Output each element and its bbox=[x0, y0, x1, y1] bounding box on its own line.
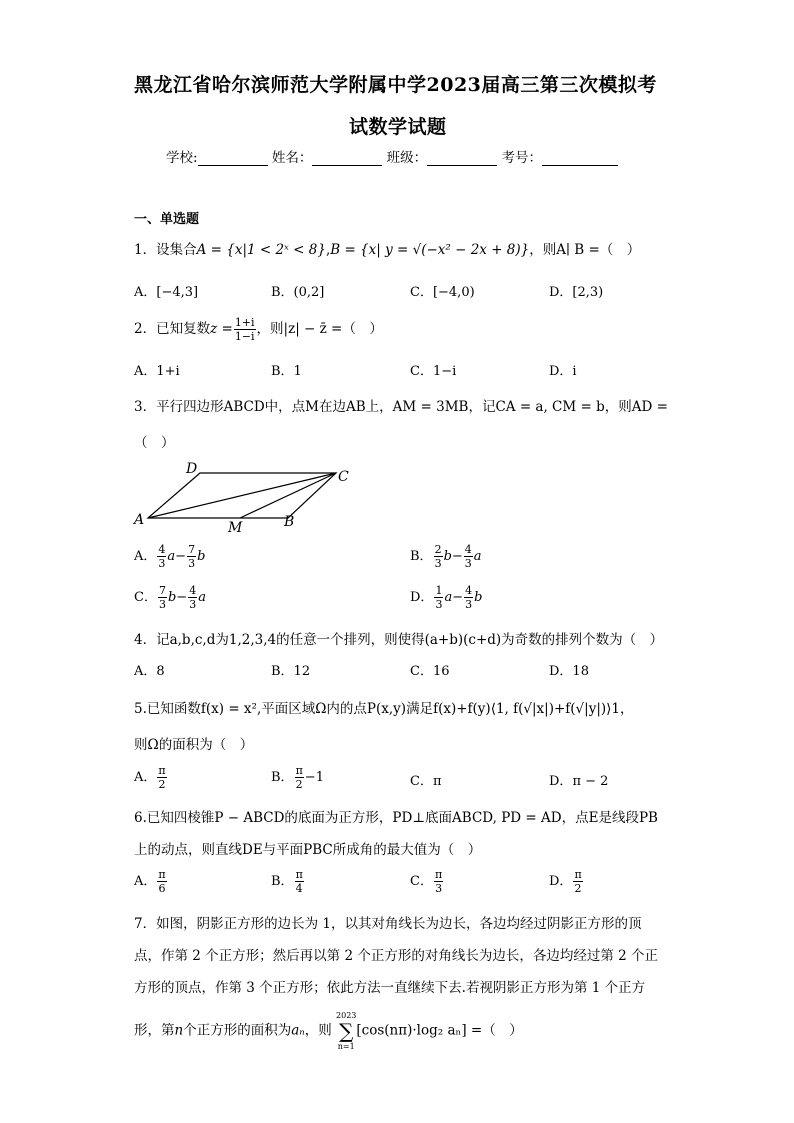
exam-title-line2: 试数学试题 bbox=[349, 116, 447, 138]
q1-option-a[interactable]: A．[−4,3] bbox=[134, 285, 199, 300]
student-info-row bbox=[166, 146, 618, 166]
question-5-line1: 5.已知函数f(x) = x²,平面区域Ω内的点P(x,y)满足f(x)+f(y)⟨1, f(√|x|)+f(√|y|)⟩1， bbox=[134, 701, 634, 717]
question-3-line1: 3．平行四边形ABCD中，点M在边AB上，AM = 3MB，记CA = a, CM = b，则AD = bbox=[134, 399, 668, 415]
q6-option-c[interactable]: C． $\frac{\pi}{3}$ bbox=[410, 868, 443, 895]
label-a: A bbox=[134, 512, 145, 528]
segment-mc bbox=[240, 473, 336, 518]
diagonal-ac bbox=[148, 473, 336, 518]
q6-option-a[interactable]: A． $\frac{\pi}{6}$ bbox=[134, 868, 166, 895]
name-label: 姓名： bbox=[271, 150, 313, 166]
class-label: 班级： bbox=[386, 150, 428, 166]
q1-option-b[interactable]: B．(0,2] bbox=[271, 285, 325, 300]
q5-option-d[interactable]: D．π − 2 bbox=[549, 774, 609, 789]
exam-number-label: 考号： bbox=[501, 150, 542, 166]
question-5-line2: 则Ω的面积为（ ） bbox=[134, 737, 254, 753]
question-7-line1: 7．如图，阴影正方形的边长为 1，以其对角线长为边长，各边均经过阴影正方形的顶 bbox=[134, 916, 642, 932]
q5-option-a[interactable]: A． $\frac{\pi}{2}$ bbox=[134, 764, 166, 791]
question-7-line3: 方形的顶点，作第 3 个正方形；依此方法一直继续下去.若视阴影正方形为第 1 个正方 bbox=[134, 980, 646, 996]
q1-suffix: ，则A∣ B =（ ） bbox=[529, 242, 641, 258]
label-d: D bbox=[186, 461, 198, 477]
name-blank[interactable] bbox=[312, 153, 382, 166]
q2-z: z = bbox=[210, 321, 233, 337]
question-1: 1．设集合A = {x|1 < 2ˣ < 8},B = {x| y = √(−x² − 2x + 8)}，则A∣ B =（ ） bbox=[134, 242, 641, 258]
q6-option-d[interactable]: D． $\frac{\pi}{2}$ bbox=[549, 868, 582, 895]
question-4: 4．记a,b,c,d为1,2,3,4的任意一个排列，则使得(a+b)(c+d)为奇数的排列个数为（ ） bbox=[134, 632, 664, 648]
q1-set-a: A = {x|1 < 2ˣ < 8} bbox=[196, 242, 326, 258]
label-c: C bbox=[338, 469, 349, 485]
exam-number-blank[interactable] bbox=[542, 153, 618, 166]
q2-option-a[interactable]: A．1+i bbox=[134, 364, 180, 379]
question-7-line2: 点，作第 2 个正方形；然后再以第 2 个正方形的对角线长为边长，各边均经过第 2 个正 bbox=[134, 948, 659, 964]
q1-set-b: B = {x| y = √(−x² − 2x + 8)} bbox=[330, 242, 530, 258]
school-label: 学校: bbox=[166, 150, 198, 166]
summation: 2023 ∑ n=1 bbox=[336, 1011, 357, 1051]
question-6-line1: 6.已知四棱锥P − ABCD的底面为正方形，PD⊥底面ABCD, PD = AD，点E是线段PB bbox=[134, 810, 658, 826]
school-blank[interactable] bbox=[198, 153, 268, 166]
label-b: B bbox=[284, 514, 295, 530]
section-heading: 一、单选题 bbox=[134, 212, 200, 227]
q1-option-d[interactable]: D．[2,3) bbox=[549, 285, 604, 300]
q1-prefix: 1．设集合 bbox=[134, 242, 197, 258]
q2-option-d[interactable]: D．i bbox=[549, 364, 577, 379]
q5-option-b[interactable]: B． $\frac{\pi}{2}$ −1 bbox=[271, 764, 324, 791]
exam-title-line1: 黑龙江省哈尔滨师范大学附属中学2023届高三第三次模拟考 bbox=[134, 74, 657, 96]
q3-option-d[interactable]: D． $\frac{1}{3}$ a− $\frac{4}{3}$ b bbox=[410, 584, 483, 611]
q2-prefix: 2．已知复数 bbox=[134, 321, 211, 337]
question-7-line4: 形，第n个正方形的面积为aₙ，则 2023 ∑ n=1 [cos(nπ)·log₂ aₙ] =（ ） bbox=[134, 1011, 523, 1051]
q1-option-c[interactable]: C．[−4,0) bbox=[410, 285, 475, 300]
parallelogram-figure bbox=[128, 458, 358, 538]
question-2 bbox=[134, 316, 383, 343]
q6-option-b[interactable]: B． $\frac{\pi}{4}$ bbox=[271, 868, 303, 895]
question-6-line2: 上的动点，则直线DE与平面PBC所成角的最大值为（ ） bbox=[134, 842, 482, 858]
question-3-line2: （ ） bbox=[134, 435, 175, 451]
q4-option-b[interactable]: B．12 bbox=[271, 664, 311, 679]
q4-option-a[interactable]: A．8 bbox=[134, 664, 165, 679]
q4-option-d[interactable]: D．18 bbox=[549, 664, 589, 679]
q2-suffix: ，则|z| − z̄ =（ ） bbox=[256, 321, 383, 337]
q3-option-a[interactable]: A． $\frac{4}{3}$ a− $\frac{7}{3}$ b bbox=[134, 543, 206, 570]
class-blank[interactable] bbox=[427, 153, 497, 166]
q5-option-c[interactable]: C．π bbox=[410, 774, 442, 789]
q2-fraction: $\frac{1+i}{1-i}$ bbox=[234, 316, 255, 343]
q3-option-b[interactable]: B． $\frac{2}{3}$ b− $\frac{4}{3}$ a bbox=[410, 543, 482, 570]
q2-option-b[interactable]: B．1 bbox=[271, 364, 302, 379]
q4-option-c[interactable]: C．16 bbox=[410, 664, 450, 679]
label-m: M bbox=[228, 520, 243, 536]
q3-option-c[interactable]: C． $\frac{7}{3}$ b− $\frac{4}{3}$ a bbox=[134, 584, 206, 611]
q2-option-c[interactable]: C．1−i bbox=[410, 364, 457, 379]
